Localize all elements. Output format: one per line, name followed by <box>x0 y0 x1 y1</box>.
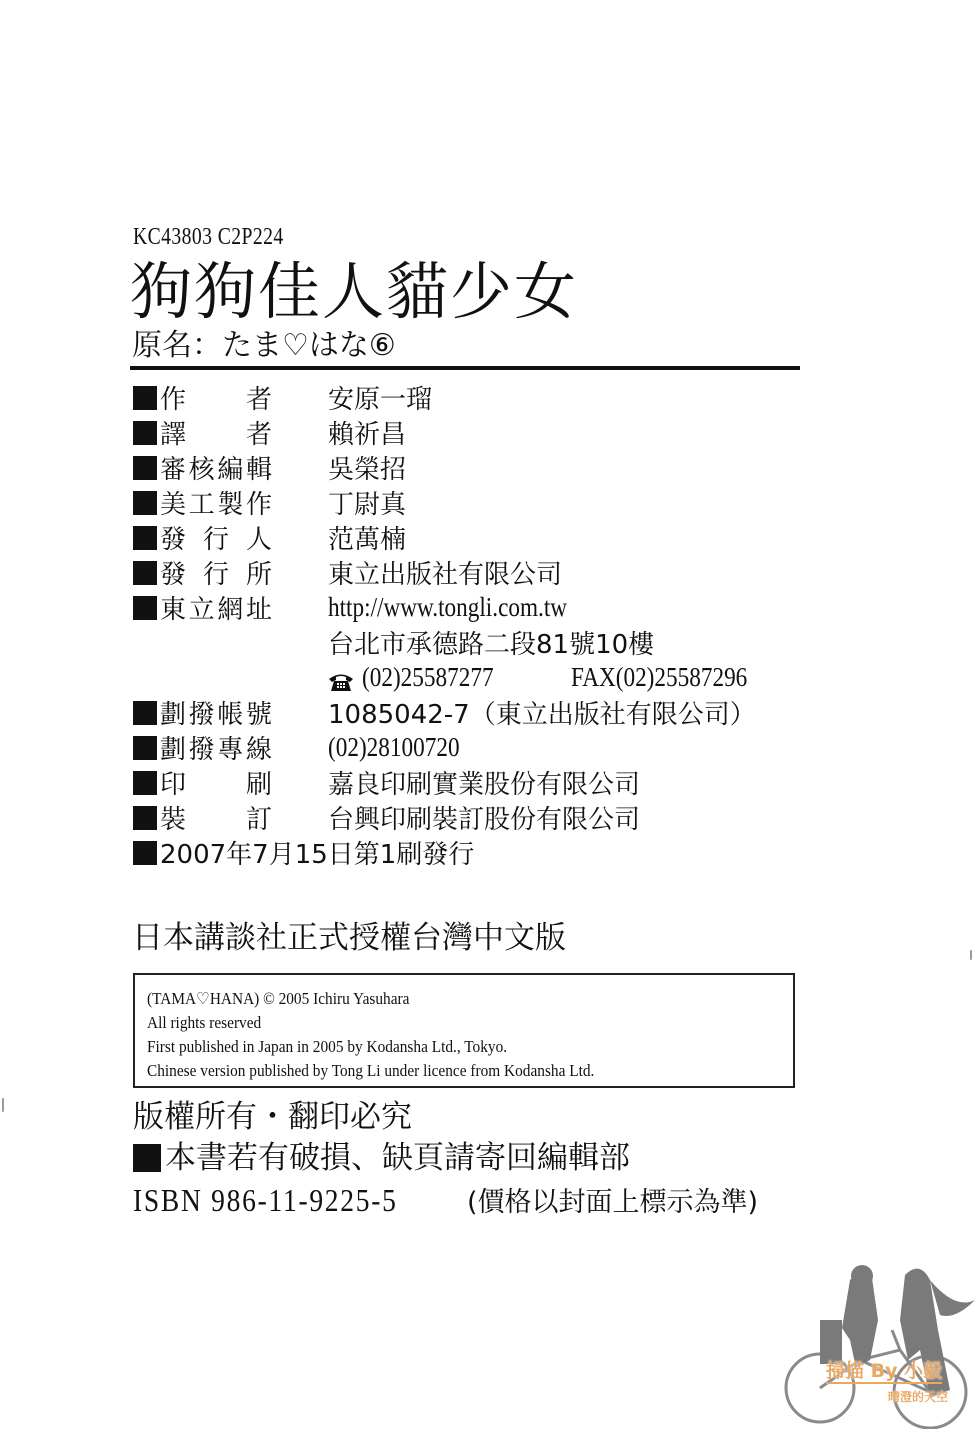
credit-label: 發行人 <box>160 525 272 555</box>
credit-value: 嘉良印刷實業股份有限公司 <box>328 770 641 800</box>
credit-value: 東立出版社有限公司 <box>328 560 563 590</box>
square-bullet-icon <box>133 736 157 760</box>
credit-row-account <box>133 695 813 730</box>
credit-value: 賴祈昌 <box>328 420 407 450</box>
square-bullet-icon <box>133 1144 161 1172</box>
square-bullet-icon <box>133 386 157 410</box>
credit-value: 范萬楠 <box>328 525 407 555</box>
credit-label: 作 者 <box>160 385 272 415</box>
square-bullet-icon <box>133 771 157 795</box>
print-date: 2007年7月15日第1刷發行 <box>160 840 475 870</box>
credit-label: 審核編輯 <box>160 455 272 485</box>
scanner-watermark: 掃描 By 小毅 <box>826 1360 943 1382</box>
credit-row-hotline <box>133 730 813 765</box>
credit-label: 譯 者 <box>160 420 272 450</box>
website-link[interactable]: http://www.tongli.com.tw <box>328 592 568 622</box>
credits-list <box>133 380 813 870</box>
damage-notice: 本書若有破損、缺頁請寄回編輯部 <box>165 1140 630 1176</box>
credit-row-art <box>133 485 813 520</box>
credit-row-website <box>133 590 813 625</box>
phone-number: (02)25587277 <box>362 662 494 692</box>
rights-reserved: 版權所有・翻印必究 <box>133 1099 412 1135</box>
book-title: 狗狗佳人貓少女 <box>130 255 579 328</box>
credit-label: 發行所 <box>160 560 272 590</box>
address-row <box>133 625 813 660</box>
credit-value: 1085042-7（東立出版社有限公司） <box>328 700 756 730</box>
credit-value: 丁尉真 <box>328 490 407 520</box>
square-bullet-icon <box>133 841 157 865</box>
credit-row-editor <box>133 450 813 485</box>
damage-notice-row <box>133 1138 630 1178</box>
isbn: ISBN 986-11-9225-5 <box>133 1182 398 1218</box>
credit-value: 吳榮招 <box>328 455 407 485</box>
original-title: 原名：たま♡はな⑥ <box>132 328 396 363</box>
square-bullet-icon <box>133 596 157 620</box>
fax-number: FAX(02)25587296 <box>570 662 748 692</box>
credit-value: (02)28100720 <box>328 732 460 762</box>
scan-speck <box>2 1098 4 1112</box>
credit-label: 美工製作 <box>160 490 272 520</box>
copyright-box <box>133 973 795 1088</box>
copyright-line: First published in Japan in 2005 by Kodansha Ltd., Tokyo. <box>147 1037 508 1056</box>
square-bullet-icon <box>133 701 157 725</box>
bicycle-silhouette-icon <box>780 1250 980 1429</box>
credit-row-printer <box>133 765 813 800</box>
price-note: (價格以封面上標示為準) <box>467 1187 759 1218</box>
address: 台北市承德路二段81號10樓 <box>328 630 655 660</box>
copyright-line: All rights reserved <box>147 1013 262 1032</box>
copyright-line: (TAMA♡HANA) © 2005 Ichiru Yasuhara <box>147 989 410 1008</box>
credit-row-author <box>133 380 813 415</box>
credit-label: 東立網址 <box>160 595 272 625</box>
product-code: KC43803 C2P224 <box>133 224 284 250</box>
credit-label: 裝 訂 <box>160 805 272 835</box>
square-bullet-icon <box>133 456 157 480</box>
credit-label: 劃撥帳號 <box>160 700 272 730</box>
phone-fax-row <box>133 660 813 695</box>
credit-value: 安原一瑠 <box>328 385 433 415</box>
credit-label: 印 刷 <box>160 770 272 800</box>
square-bullet-icon <box>133 421 157 445</box>
square-bullet-icon <box>133 806 157 830</box>
scan-speck <box>970 950 972 960</box>
square-bullet-icon <box>133 491 157 515</box>
credit-label: 劃撥專線 <box>160 735 272 765</box>
scanner-watermark-subtitle: 晴澄的天空 <box>888 1390 949 1404</box>
credit-row-publisher <box>133 520 813 555</box>
credit-row-publishing-house <box>133 555 813 590</box>
license-statement: 日本講談社正式授權台灣中文版 <box>132 920 566 956</box>
credit-value: 台興印刷裝訂股份有限公司 <box>328 805 641 835</box>
credit-row-translator <box>133 415 813 450</box>
telephone-icon <box>328 669 354 689</box>
square-bullet-icon <box>133 526 157 550</box>
isbn-row <box>133 1180 758 1223</box>
credit-row-binding <box>133 800 813 835</box>
title-divider <box>130 366 800 370</box>
copyright-line: Chinese version published by Tong Li under licence from Kodansha Ltd. <box>147 1061 595 1080</box>
square-bullet-icon <box>133 561 157 585</box>
print-date-row <box>133 835 813 870</box>
